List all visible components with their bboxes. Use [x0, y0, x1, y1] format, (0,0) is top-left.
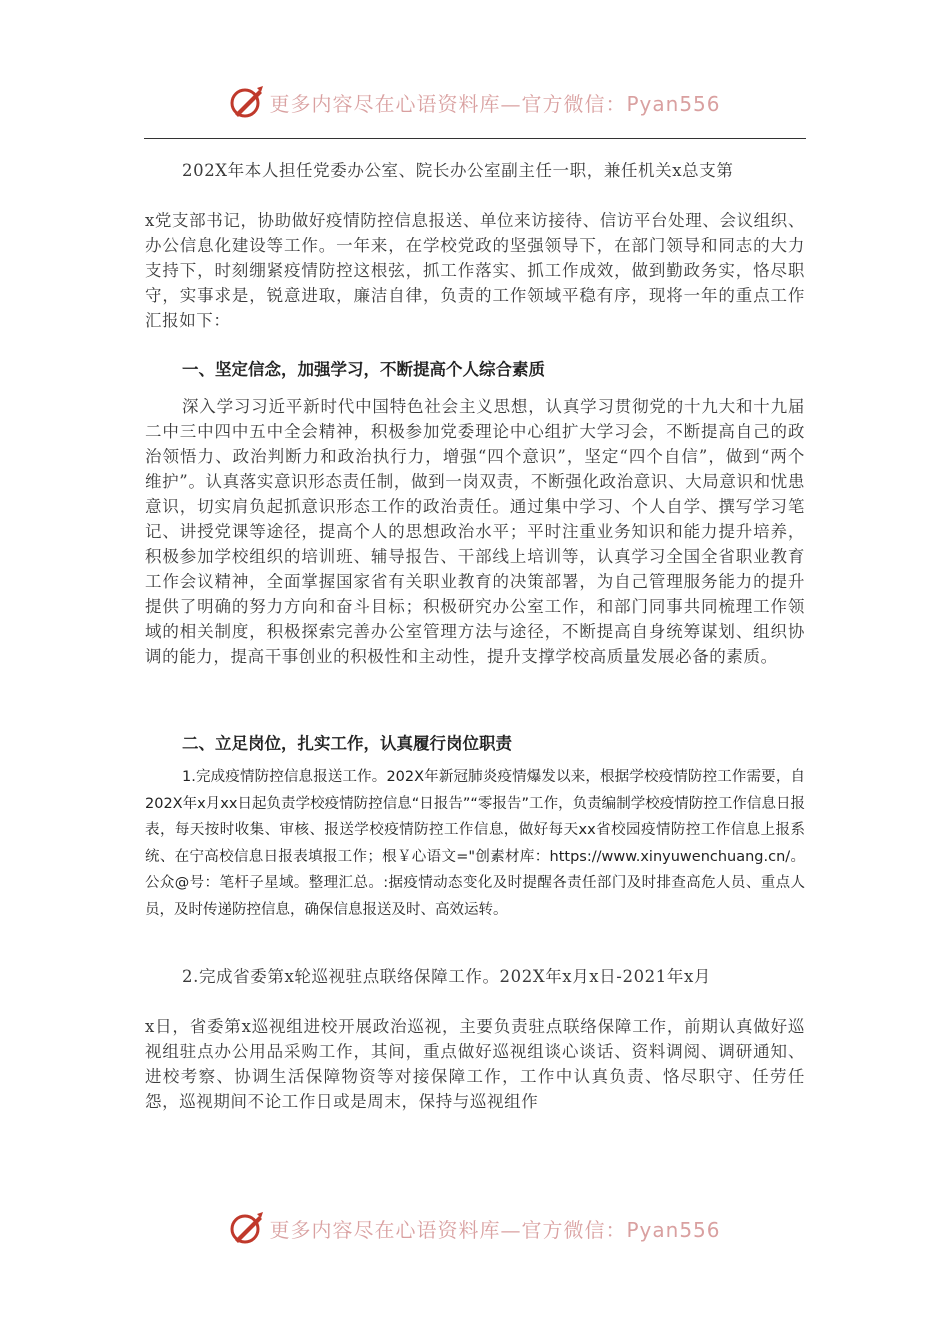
header-rule [144, 138, 806, 139]
intro-first-line: 202X年本人担任党委办公室、院长办公室副主任一职，兼任机关x总支第 [182, 161, 734, 180]
section1-paragraph: 深入学习习近平新时代中国特色社会主义思想，认真学习贯彻党的十九大和十九届二中三中四中五中全会精神，积极参加党委理论中心组扩大学习会，不断提高自己的政治领悟力、政治判断力和政治执行力，增强“四个意识”，坚定“四个自信”，做到“两个维护”。认真落实意识形态责任制，做到一岗双责，不断强化政治意识、大局意识和忧患意识，切实肩负起抓意识形态工作的政治责任。通过集中学习、个人自学、撰写学习笔记、讲授党课等途径，提高个人的思想政治水平；平时注重业务知识和能力提升培养，积极参加学校组织的培训班、辅导报告、干部线上培训等，认真学习全国全省职业教育工作会议精神，全面掌握国家省有关职业教育的决策部署，为自己管理服务能力的提升提供了明确的努力方向和奋斗目标；积极研究办公室工作，和部门同事共同梳理工作领域的相关制度，积极探索完善办公室管理方法与途径，不断提高自身统筹谋划、组织协调的能力，提高干事创业的积极性和主动性，提升支撑学校高质量发展必备的素质。 [145, 397, 805, 666]
pen-logo-icon [229, 84, 265, 120]
section-heading-2: 二、立足岗位，扎实工作，认真履行岗位职责 [182, 734, 512, 753]
section-heading-1: 一、坚定信念，加强学习，不断提高个人综合素质 [182, 360, 545, 379]
banner-text: 更多内容尽在心语资料库—官方微信：Pyan556 [269, 91, 721, 116]
item-1-paragraph: 1.完成疫情防控信息报送工作。202X年新冠肺炎疫情爆发以来，根据学校疫情防控工作需要，自202X年x月xx日起负责学校疫情防控信息“日报告”“零报告”工作，负责编制学校疫情防控工作信息日报表，每天按时收集、审核、报送学校疫情防控工作信息，做好每天xx省校园疫情防控工作信息上报系统、在宁高校信息日报表填报工作；根￥心语文="创素材库：https://www.xinyuwenchuang.cn/。公众@号：笔杆子星域。整理汇总。:据疫情动态变化及时提醒各责任部门及时排查高危人员、重点人员，及时传递防控信息，确保信息报送及时、高效运转。 [145, 769, 805, 918]
banner-text: 更多内容尽在心语资料库—官方微信：Pyan556 [269, 1217, 721, 1242]
pen-logo-icon [229, 1210, 265, 1246]
header-banner [0, 82, 950, 122]
footer-banner [0, 1208, 950, 1248]
item-2-paragraph: x日，省委第x巡视组进校开展政治巡视，主要负责驻点联络保障工作，前期认真做好巡视组驻点办公用品采购工作，其间，重点做好巡视组谈心谈话、资料调阅、调研通知、进校考察、协调生活保障物资等对接保障工作，工作中认真负责、恪尽职守、任劳任怨，巡视期间不论工作日或是周末，保持与巡视组作 [145, 1017, 805, 1111]
intro-paragraph: x党支部书记，协助做好疫情防控信息报送、单位来访接待、信访平台处理、会议组织、办公信息化建设等工作。一年来，在学校党政的坚强领导下，在部门领导和同志的大力支持下，时刻绷紧疫情防控这根弦，抓工作落实、抓工作成效，做到勤政务实，恪尽职守，实事求是，锐意进取，廉洁自律，负责的工作领域平稳有序，现将一年的重点工作汇报如下： [145, 211, 805, 330]
item-2-first-line: 2.完成省委第x轮巡视驻点联络保障工作。202X年x月x日-2021年x月 [182, 967, 711, 986]
